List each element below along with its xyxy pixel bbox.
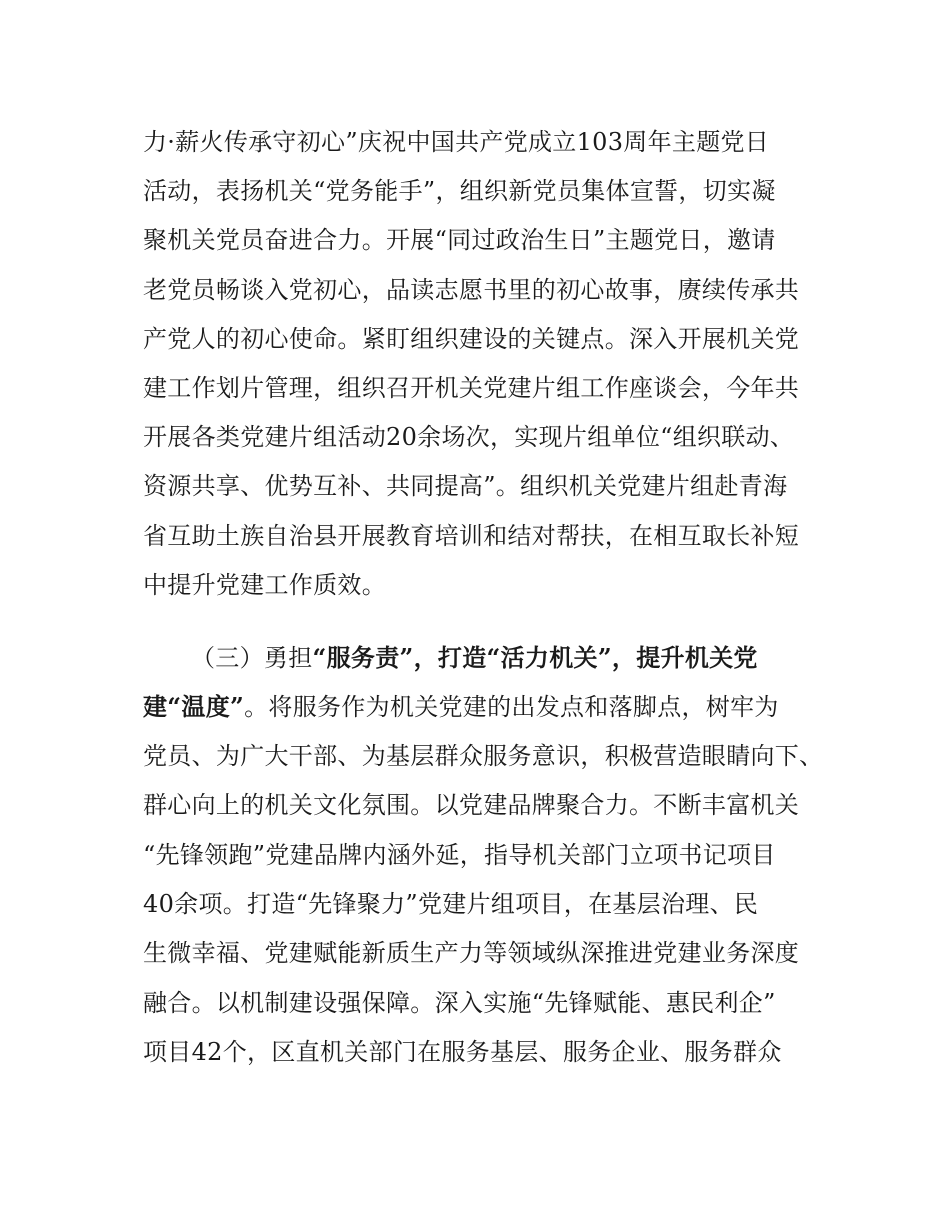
body-text-line: 资源共享、优势互补、共同提高”。组织机关党建片组赴青海: [143, 472, 788, 500]
body-text-line: 开展各类党建片组活动20余场次，实现片组单位“组织联动、: [143, 423, 795, 451]
section-heading-bold: “服务责”，打造“活力机关”，提升机关党: [312, 643, 758, 672]
body-text-line: 活动，表扬机关“党务能手”，组织新党员集体宣誓，切实凝: [143, 177, 776, 205]
body-text-line: 融合。以机制建设强保障。深入实施“先锋赋能、惠民利企”: [143, 989, 776, 1017]
body-text-line: 生微幸福、党建赋能新质生产力等领域纵深推进党建业务深度: [143, 939, 800, 967]
section-heading-line: [143, 689, 779, 725]
section-heading-line: [191, 640, 758, 676]
body-text-line: 建工作划片管理，组织召开机关党建片组工作座谈会，今年共: [143, 374, 800, 402]
body-text-line: 中提升党建工作质效。: [143, 571, 386, 599]
body-text-line: 聚机关党员奋进合力。开展“同过政治生日”主题党日，邀请: [143, 226, 776, 254]
section-number: （三）勇担: [191, 644, 313, 672]
body-text-line: 老党员畅谈入党初心，品读志愿书里的初心故事，赓续传承共: [143, 276, 800, 304]
section-heading-bold: 建“温度”: [143, 692, 245, 721]
body-text-line: 产党人的初心使命。紧盯组织建设的关键点。深入开展机关党: [143, 325, 800, 353]
body-text-line: 项目42个，区直机关部门在服务基层、服务企业、服务群众: [143, 1038, 782, 1066]
body-text-line: 40余项。打造“先锋聚力”党建片组项目，在基层治理、民: [143, 890, 759, 918]
body-text-line: 群心向上的机关文化氛围。以党建品牌聚合力。不断丰富机关: [143, 791, 800, 819]
body-text-line: 力·薪火传承守初心”庆祝中国共产党成立103周年主题党日: [143, 128, 770, 156]
body-text-line: 省互助土族自治县开展教育培训和结对帮扶，在相互取长补短: [143, 522, 800, 550]
body-text-inline: 。将服务作为机关党建的出发点和落脚点，树牢为: [244, 693, 779, 721]
body-text-line: 党员、为广大干部、为基层群众服务意识，积极营造眼睛向下、: [143, 742, 824, 770]
body-text-line: “先锋领跑”党建品牌内涵外延，指导机关部门立项书记项目: [143, 841, 776, 869]
